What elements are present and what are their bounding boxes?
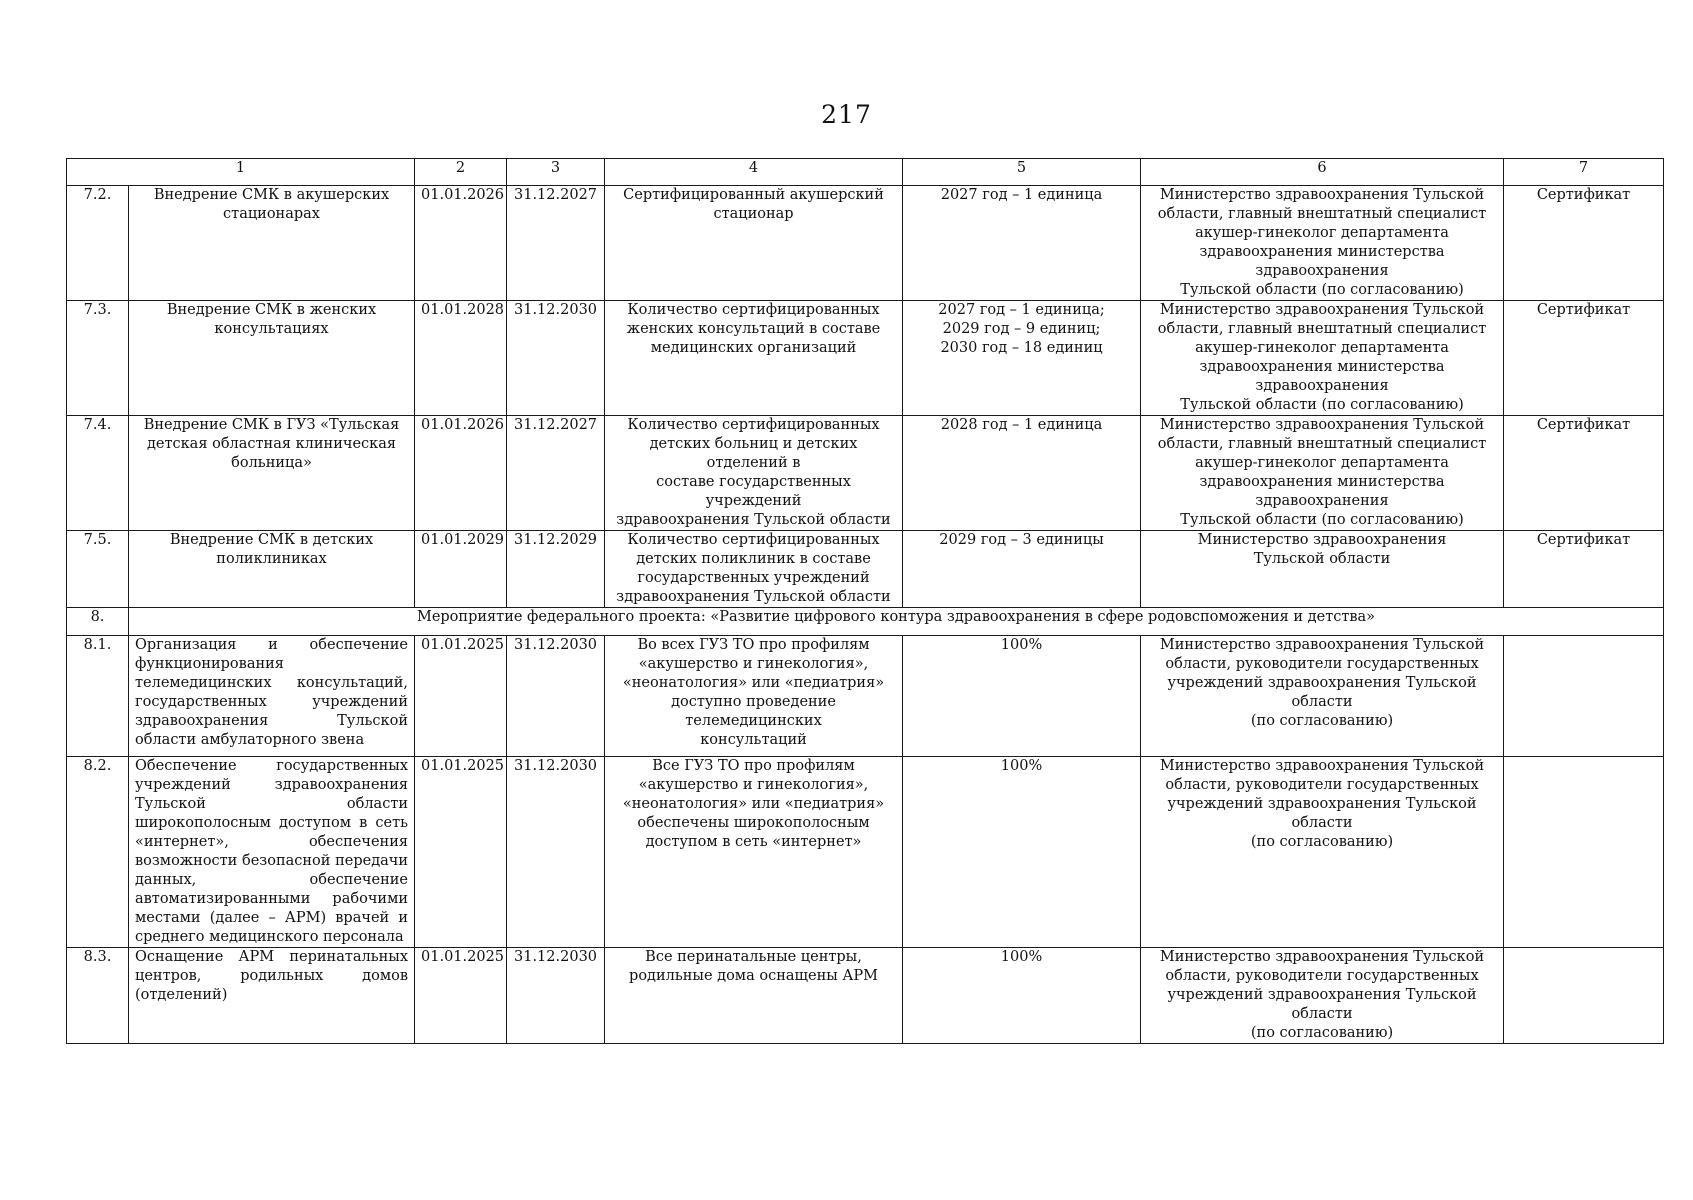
- end-date: 31.12.2027: [507, 416, 605, 531]
- target-value: 2029 год – 3 единицы: [903, 531, 1141, 608]
- activity-name: Внедрение СМК в женских консультациях: [129, 301, 415, 416]
- responsible-party: Министерство здравоохранения Тульской области, главный внештатный специалист акушер-гинеколог департамента здравоохранения министерства здравоохранения Тульской области (по согласованию): [1141, 186, 1504, 301]
- row-number: 8.1.: [67, 636, 129, 757]
- indicator: Все ГУЗ ТО про профилям «акушерство и гинекология», «неонатология» или «педиатрия» обеспечены широкополосным доступом в сеть «интернет»: [605, 757, 903, 948]
- start-date: 01.01.2029: [415, 531, 507, 608]
- activity-plan-table: [66, 158, 1664, 1044]
- row-number: 7.2.: [67, 186, 129, 301]
- end-date: 31.12.2030: [507, 636, 605, 757]
- row-number: 8.2.: [67, 757, 129, 948]
- end-date: 31.12.2029: [507, 531, 605, 608]
- result-document: Сертификат: [1504, 186, 1664, 301]
- target-value: 2027 год – 1 единица; 2029 год – 9 единиц; 2030 год – 18 единиц: [903, 301, 1141, 416]
- start-date: 01.01.2025: [415, 948, 507, 1044]
- start-date: 01.01.2025: [415, 636, 507, 757]
- indicator: Количество сертифицированных детских больниц и детских отделений в составе государственных учреждений здравоохранения Тульской области: [605, 416, 903, 531]
- indicator: Количество сертифицированных детских поликлиник в составе государственных учреждений здравоохранения Тульской области: [605, 531, 903, 608]
- header-col-4: 4: [605, 159, 903, 186]
- column-number-header: [67, 159, 1664, 186]
- table-row: [67, 757, 1664, 948]
- responsible-party: Министерство здравоохранения Тульской области, руководители государственных учреждений здравоохранения Тульской области (по согласованию): [1141, 636, 1504, 757]
- activity-name: Оснащение АРМ перинатальных центров, родильных домов (отделений): [129, 948, 415, 1044]
- table-row: [67, 531, 1664, 608]
- header-col-7: 7: [1504, 159, 1664, 186]
- section-number: 8.: [67, 608, 129, 636]
- activity-name: Внедрение СМК в ГУЗ «Тульская детская областная клиническая больница»: [129, 416, 415, 531]
- responsible-party: Министерство здравоохранения Тульской области: [1141, 531, 1504, 608]
- start-date: 01.01.2028: [415, 301, 507, 416]
- header-col-1: 1: [67, 159, 415, 186]
- indicator: Количество сертифицированных женских консультаций в составе медицинских организаций: [605, 301, 903, 416]
- header-col-2: 2: [415, 159, 507, 186]
- indicator: Во всех ГУЗ ТО про профилям «акушерство и гинекология», «неонатология» или «педиатрия» доступно проведение телемедицинских консультаций: [605, 636, 903, 757]
- end-date: 31.12.2030: [507, 301, 605, 416]
- table-row: [67, 636, 1664, 757]
- header-col-5: 5: [903, 159, 1141, 186]
- target-value: 100%: [903, 757, 1141, 948]
- table-row: [67, 948, 1664, 1044]
- result-document: [1504, 948, 1664, 1044]
- result-document: Сертификат: [1504, 301, 1664, 416]
- activity-name: Организация и обеспечение функционирования телемедицинских консультаций, государственных учреждений здравоохранения Тульской области амбулаторного звена: [129, 636, 415, 757]
- section-title: Мероприятие федерального проекта: «Развитие цифрового контура здравоохранения в сфере родовспоможения и детства»: [129, 608, 1664, 636]
- target-value: 100%: [903, 636, 1141, 757]
- row-number: 7.4.: [67, 416, 129, 531]
- start-date: 01.01.2025: [415, 757, 507, 948]
- table-row: [67, 301, 1664, 416]
- table-row: [67, 186, 1664, 301]
- row-number: 7.5.: [67, 531, 129, 608]
- section-row: [67, 608, 1664, 636]
- activity-name: Внедрение СМК в детских поликлиниках: [129, 531, 415, 608]
- indicator: Все перинатальные центры, родильные дома оснащены АРМ: [605, 948, 903, 1044]
- activity-name: Внедрение СМК в акушерских стационарах: [129, 186, 415, 301]
- target-value: 100%: [903, 948, 1141, 1044]
- end-date: 31.12.2027: [507, 186, 605, 301]
- activity-name: Обеспечение государственных учреждений здравоохранения Тульской области широкополосным доступом в сеть «интернет», обеспечения возможности безопасной передачи данных, обеспечение автоматизированными рабочими местами (далее – АРМ) врачей и среднего медицинского персонала: [129, 757, 415, 948]
- row-number: 7.3.: [67, 301, 129, 416]
- result-document: Сертификат: [1504, 531, 1664, 608]
- responsible-party: Министерство здравоохранения Тульской области, главный внештатный специалист акушер-гинеколог департамента здравоохранения министерства здравоохранения Тульской области (по согласованию): [1141, 301, 1504, 416]
- indicator: Сертифицированный акушерский стационар: [605, 186, 903, 301]
- header-col-6: 6: [1141, 159, 1504, 186]
- end-date: 31.12.2030: [507, 948, 605, 1044]
- result-document: [1504, 636, 1664, 757]
- result-document: [1504, 757, 1664, 948]
- responsible-party: Министерство здравоохранения Тульской области, руководители государственных учреждений здравоохранения Тульской области (по согласованию): [1141, 948, 1504, 1044]
- header-col-3: 3: [507, 159, 605, 186]
- result-document: Сертификат: [1504, 416, 1664, 531]
- table-row: [67, 416, 1664, 531]
- page-number: 217: [821, 100, 872, 129]
- end-date: 31.12.2030: [507, 757, 605, 948]
- responsible-party: Министерство здравоохранения Тульской области, главный внештатный специалист акушер-гинеколог департамента здравоохранения министерства здравоохранения Тульской области (по согласованию): [1141, 416, 1504, 531]
- row-number: 8.3.: [67, 948, 129, 1044]
- responsible-party: Министерство здравоохранения Тульской области, руководители государственных учреждений здравоохранения Тульской области (по согласованию): [1141, 757, 1504, 948]
- target-value: 2027 год – 1 единица: [903, 186, 1141, 301]
- start-date: 01.01.2026: [415, 186, 507, 301]
- start-date: 01.01.2026: [415, 416, 507, 531]
- target-value: 2028 год – 1 единица: [903, 416, 1141, 531]
